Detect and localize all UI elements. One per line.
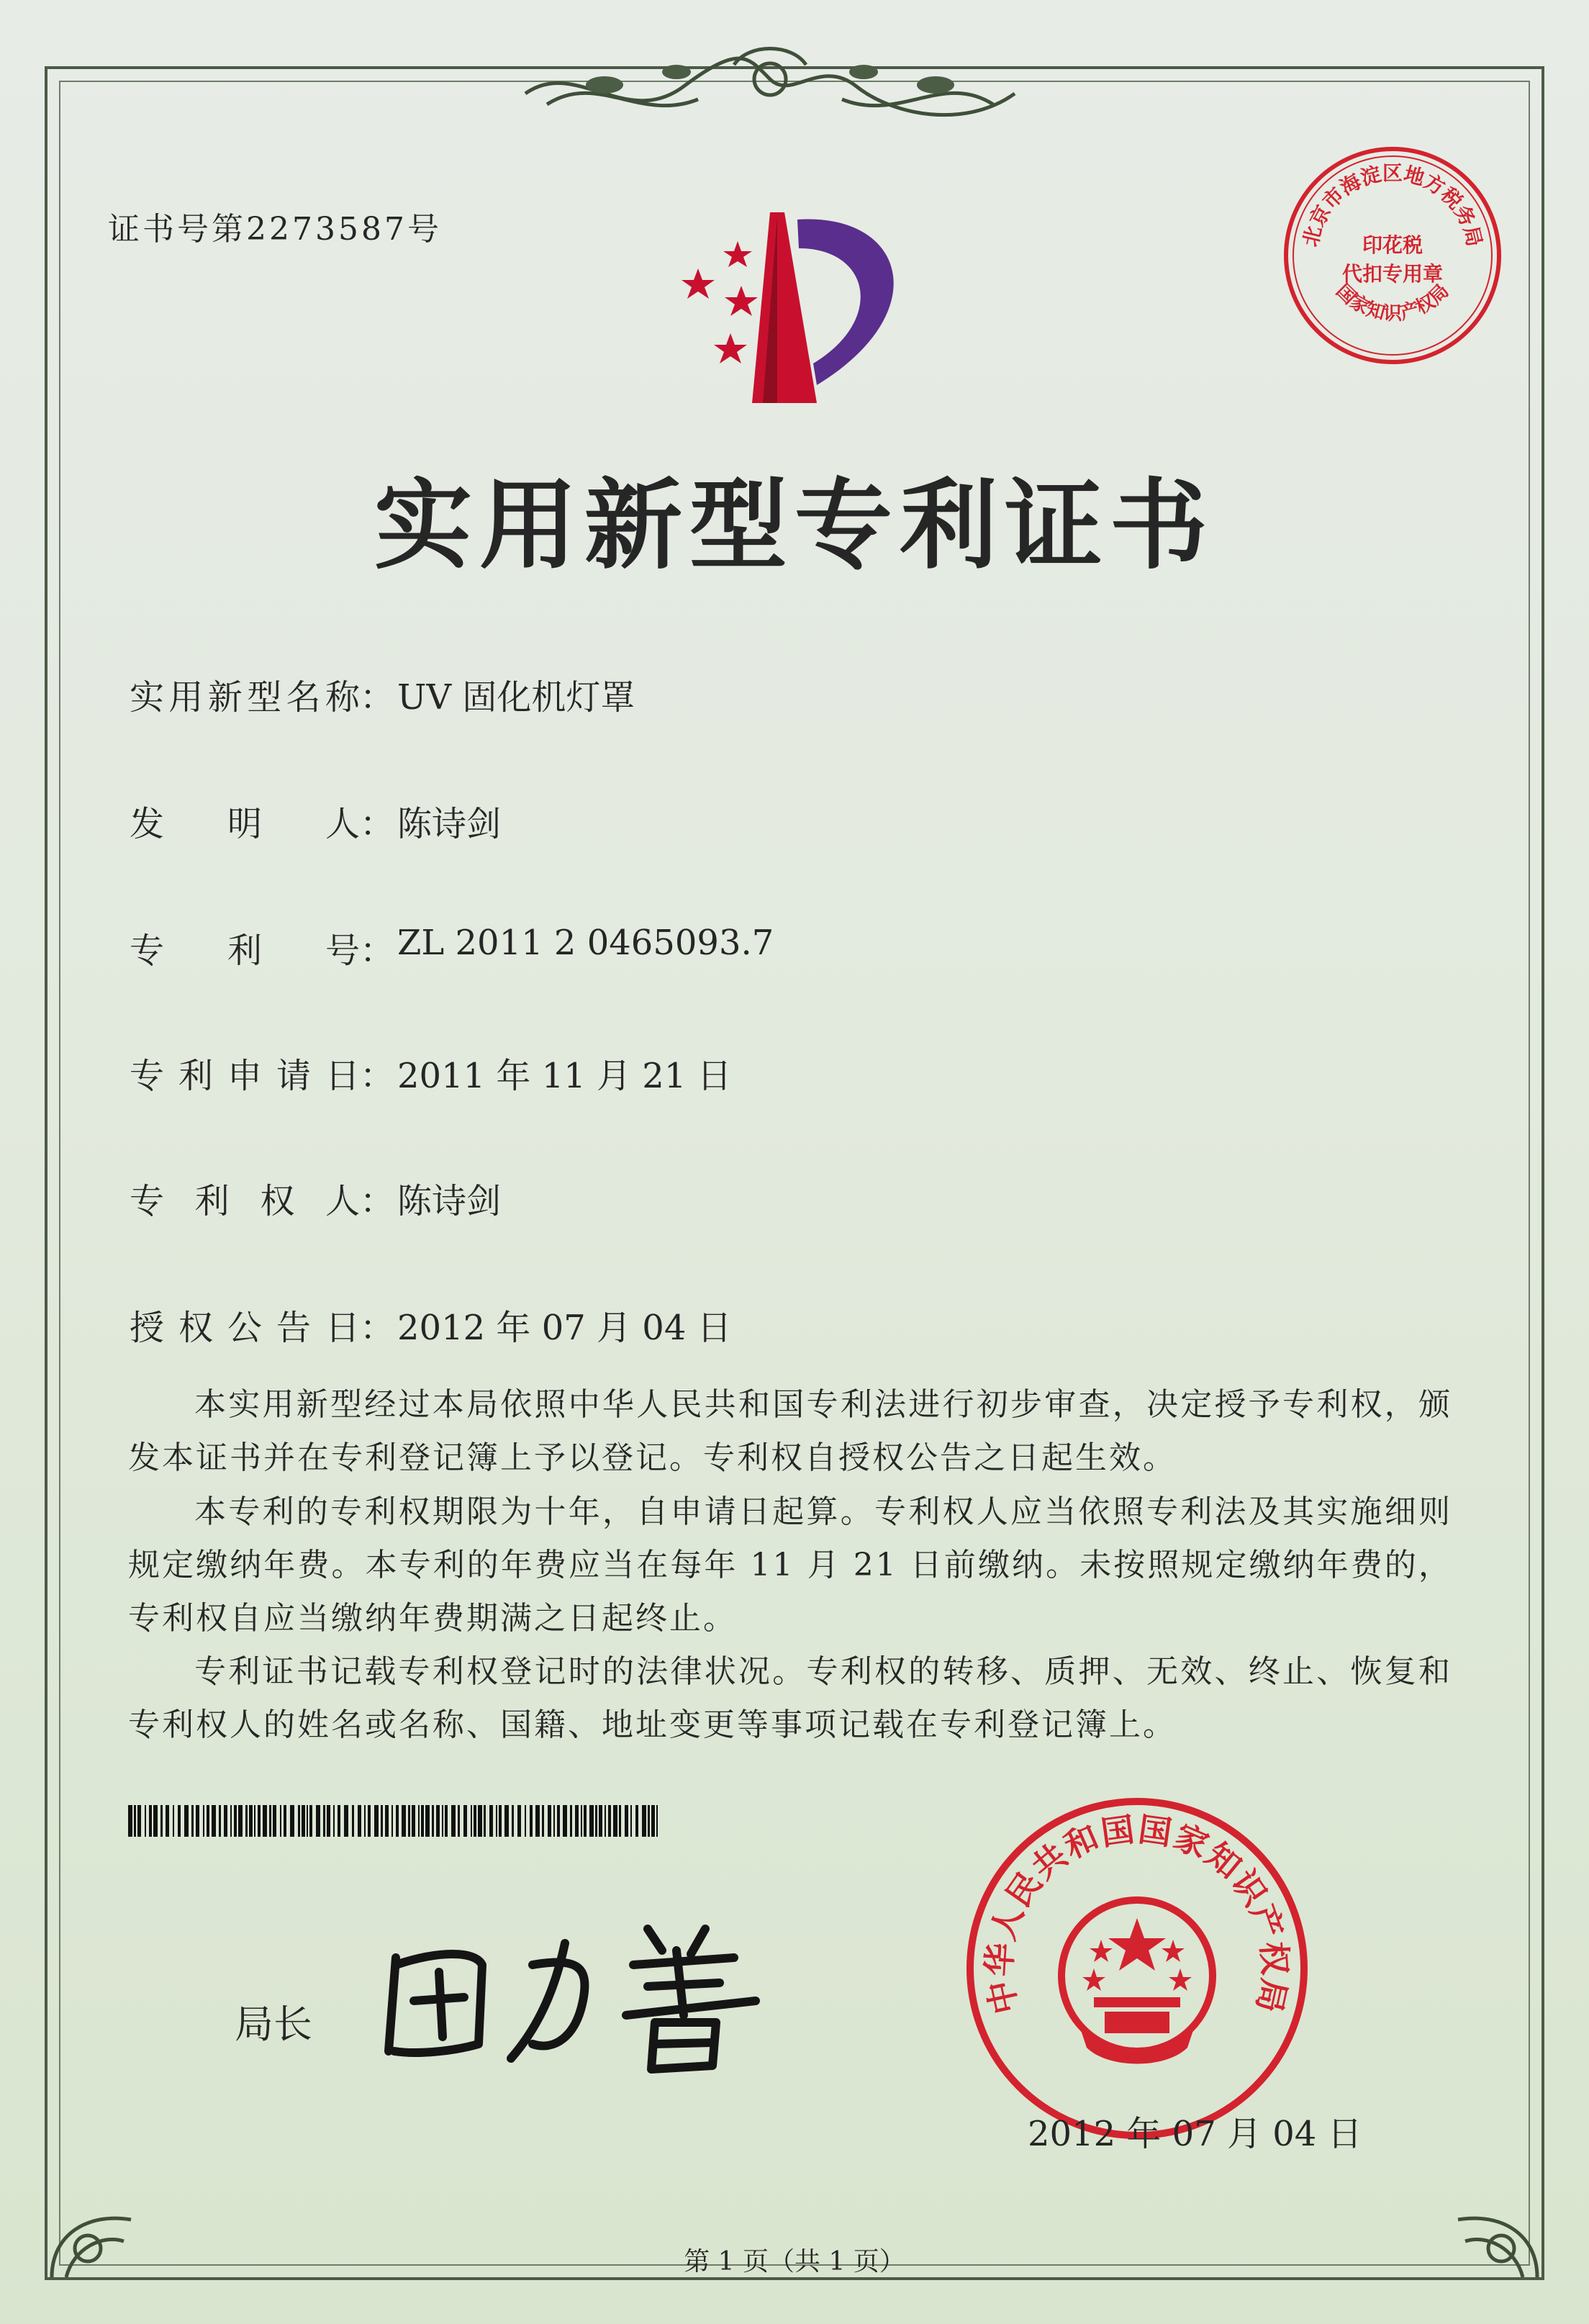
- barcode-bar: [530, 1805, 533, 1837]
- barcode-bar: [575, 1805, 579, 1837]
- barcode-bar: [178, 1805, 181, 1837]
- field-grant-date: 授权公告日 ： 2012 年 07 月 04 日: [130, 1300, 732, 1349]
- barcode-bar: [338, 1805, 340, 1837]
- barcode-bar: [474, 1805, 476, 1837]
- barcode-bar: [173, 1805, 174, 1837]
- barcode-bar: [385, 1805, 389, 1837]
- page-number: 第 1 页（共 1 页）: [684, 2247, 905, 2276]
- barcode-bar: [309, 1805, 312, 1837]
- field-label: 专利申请日: [130, 1056, 360, 1096]
- barcode-bar: [280, 1805, 281, 1837]
- barcode-bar: [302, 1805, 305, 1837]
- top-ornament: [518, 43, 1022, 137]
- barcode-bar: [595, 1805, 597, 1837]
- barcode: [128, 1805, 664, 1837]
- barcode-bar: [234, 1805, 237, 1837]
- sign-date: 2012 年 07 月 04 日: [1028, 2114, 1362, 2154]
- field-label: 专利号: [130, 931, 360, 971]
- barcode-bar: [184, 1805, 189, 1837]
- barcode-bar: [436, 1805, 440, 1837]
- tax-stamp-bottom-text: 国家知识产权局: [1331, 280, 1454, 325]
- barcode-bar: [635, 1805, 638, 1837]
- barcode-bar: [263, 1805, 267, 1837]
- barcode-bar: [499, 1805, 502, 1837]
- barcode-bar: [254, 1805, 255, 1837]
- seal-ring-text: 中华人民共和国国家知识产权局: [979, 1809, 1295, 2018]
- field-label: 专利权人: [130, 1181, 360, 1221]
- field-value: UV 固化机灯罩: [397, 677, 635, 718]
- barcode-bar: [269, 1805, 271, 1837]
- barcode-bar: [625, 1805, 628, 1837]
- barcode-bar: [412, 1805, 415, 1837]
- field-value: 2011 年 11 月 21 日: [397, 1056, 732, 1096]
- certificate-number: 证书号第2273587号: [108, 211, 442, 248]
- svg-text:国家知识产权局: [1331, 280, 1453, 324]
- barcode-bar: [589, 1805, 594, 1837]
- barcode-bar: [153, 1805, 158, 1837]
- barcode-bar: [642, 1805, 646, 1837]
- field-value: 陈诗剑: [397, 804, 502, 844]
- barcode-bar: [290, 1805, 294, 1837]
- paragraph-3: 专利证书记载专利权登记时的法律状况。专利权的转移、质押、无效、终止、恢复和专利权人的姓名或名称、国籍、地址变更等事项记载在专利登记簿上。: [128, 1653, 1452, 1743]
- barcode-bar: [418, 1805, 420, 1837]
- barcode-bar: [374, 1805, 379, 1837]
- barcode-bar: [408, 1805, 410, 1837]
- barcode-bar: [134, 1805, 136, 1837]
- field-utility-model-name: 实用新型名称 ： UV 固化机灯罩: [130, 669, 635, 719]
- barcode-bar: [535, 1805, 540, 1837]
- barcode-bar: [570, 1805, 572, 1837]
- field-label: 实用新型名称: [130, 677, 360, 718]
- barcode-bar: [368, 1805, 371, 1837]
- barcode-bar: [613, 1805, 617, 1837]
- barcode-bar: [619, 1805, 621, 1837]
- barcode-bar: [128, 1805, 132, 1837]
- barcode-bar: [542, 1805, 544, 1837]
- field-patentee: 专利权人 ： 陈诗剑: [130, 1173, 501, 1223]
- barcode-bar: [581, 1805, 582, 1837]
- barcode-bar: [137, 1805, 141, 1837]
- field-filing-date: 专利申请日 ： 2011 年 11 月 21 日: [130, 1048, 732, 1098]
- barcode-bar: [504, 1805, 509, 1837]
- barcode-bar: [512, 1805, 514, 1837]
- barcode-bar: [316, 1805, 320, 1837]
- tax-stamp-ring-text: 北京市海淀区地方税务局: [1298, 161, 1487, 249]
- barcode-bar: [425, 1805, 430, 1837]
- barcode-bar: [381, 1805, 383, 1837]
- field-patent-number: 专利号 ： ZL 2011 2 0465093.7: [130, 923, 774, 971]
- field-value: 2012 年 07 月 04 日: [397, 1308, 732, 1348]
- tax-stamp-line-1: 印花税: [1362, 233, 1423, 257]
- barcode-bar: [145, 1805, 146, 1837]
- barcode-bar: [517, 1805, 521, 1837]
- barcode-bar: [284, 1805, 286, 1837]
- field-value: ZL 2011 2 0465093.7: [397, 923, 774, 963]
- barcode-bar: [584, 1805, 587, 1837]
- barcode-bar: [307, 1805, 308, 1837]
- barcode-bar: [191, 1805, 194, 1837]
- barcode-bar: [358, 1805, 361, 1837]
- barcode-bar: [352, 1805, 354, 1837]
- barcode-bar: [599, 1805, 602, 1837]
- barcode-bar: [327, 1805, 330, 1837]
- barcode-bar: [648, 1805, 650, 1837]
- barcode-bar: [224, 1805, 227, 1837]
- barcode-bar: [557, 1805, 560, 1837]
- barcode-bar: [442, 1805, 443, 1837]
- barcode-bar: [273, 1805, 276, 1837]
- barcode-bar: [563, 1805, 567, 1837]
- barcode-bar: [608, 1805, 611, 1837]
- barcode-bar: [553, 1805, 555, 1837]
- barcode-bar: [230, 1805, 232, 1837]
- barcode-bar: [525, 1805, 526, 1837]
- barcode-bar: [484, 1805, 486, 1837]
- barcode-bar: [249, 1805, 253, 1837]
- barcode-bar: [651, 1805, 655, 1837]
- page-title: 实用新型专利证书: [374, 468, 1215, 583]
- barcode-bar: [421, 1805, 424, 1837]
- barcode-bar: [471, 1805, 472, 1837]
- barcode-bar: [344, 1805, 348, 1837]
- barcode-bar: [238, 1805, 243, 1837]
- barcode-bar: [396, 1805, 399, 1837]
- barcode-bar: [458, 1805, 460, 1837]
- barcode-bar: [323, 1805, 325, 1837]
- barcode-bar: [333, 1805, 335, 1837]
- barcode-bar: [219, 1805, 221, 1837]
- field-value: 陈诗剑: [397, 1181, 502, 1221]
- barcode-bar: [451, 1805, 456, 1837]
- paragraph-1: 本实用新型经过本局依照中华人民共和国专利法进行初步审查，决定授予专利权，颁发本证书并在专利登记簿上予以登记。专利权自授权公告之日起生效。: [128, 1386, 1452, 1476]
- barcode-bar: [298, 1805, 300, 1837]
- barcode-bar: [463, 1805, 467, 1837]
- barcode-bar: [402, 1805, 406, 1837]
- barcode-bar: [364, 1805, 366, 1837]
- tax-stamp-line-2: 代扣专用章: [1341, 262, 1444, 286]
- barcode-bar: [432, 1805, 434, 1837]
- field-inventor: 发明人 ： 陈诗剑: [130, 796, 501, 846]
- barcode-bar: [445, 1805, 448, 1837]
- barcode-bar: [207, 1805, 209, 1837]
- patent-office-logo: [669, 205, 936, 410]
- tax-stamp: [1281, 144, 1504, 367]
- paragraph-2: 本专利的专利权期限为十年，自申请日起算。专利权人应当依照专利法及其实施细则规定缴纳年费。本专利的年费应当在每年 11 月 21 日前缴纳。未按照规定缴纳年费的，专利权自应当缴纳年费期满之日起终止。: [128, 1493, 1452, 1637]
- national-ip-office-seal: [964, 1796, 1310, 2141]
- barcode-bar: [496, 1805, 497, 1837]
- barcode-bar: [391, 1805, 393, 1837]
- barcode-bar: [166, 1805, 169, 1837]
- barcode-bar: [245, 1805, 248, 1837]
- barcode-bar: [203, 1805, 204, 1837]
- director-signature: [374, 1914, 777, 2080]
- national-emblem-icon: [1061, 1900, 1213, 2064]
- barcode-bar: [478, 1805, 482, 1837]
- barcode-bar: [630, 1805, 632, 1837]
- field-label: 授权公告日: [130, 1308, 360, 1348]
- barcode-bar: [160, 1805, 163, 1837]
- barcode-bar: [196, 1805, 199, 1837]
- barcode-bar: [258, 1805, 261, 1837]
- barcode-bar: [605, 1805, 606, 1837]
- barcode-bar: [548, 1805, 551, 1837]
- barcode-bar: [212, 1805, 216, 1837]
- field-label: 发明人: [130, 804, 360, 844]
- barcode-bar: [149, 1805, 152, 1837]
- barcode-bar: [656, 1805, 658, 1837]
- barcode-bar: [489, 1805, 493, 1837]
- director-label: 局长: [235, 2002, 312, 2047]
